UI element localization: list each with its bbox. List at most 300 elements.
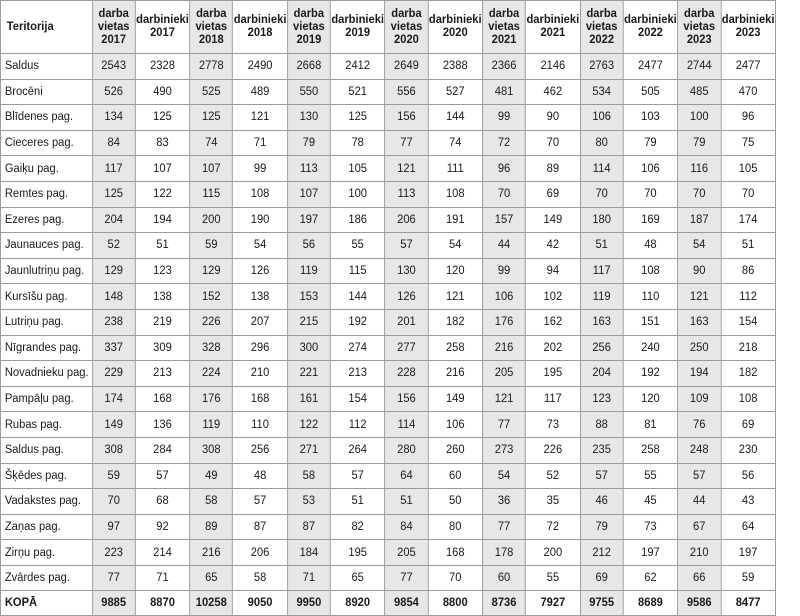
cell-darba-vietas: 256 [580, 335, 623, 361]
cell-darba-vietas: 250 [678, 335, 721, 361]
cell-darba-vietas: 54 [678, 233, 721, 259]
cell-darbinieki: 462 [526, 79, 581, 105]
cell-darbinieki: 527 [428, 79, 483, 105]
column-header-territory [0, 1, 92, 54]
header-line: darbinieki [136, 14, 189, 26]
cell-darba-vietas: 271 [287, 437, 330, 463]
cell-darba-vietas: 57 [678, 463, 721, 489]
cell-darbinieki: 192 [330, 309, 385, 335]
cell-darbinieki: 108 [233, 181, 288, 207]
cell-darbinieki: 168 [135, 386, 190, 412]
cell-darba-vietas: 210 [678, 540, 721, 566]
header-line: 2021 [540, 27, 566, 39]
cell-darba-vietas: 134 [92, 105, 135, 131]
cell-darbinieki: 107 [135, 156, 190, 182]
cell-darbinieki: 219 [135, 309, 190, 335]
cell-darba-vietas: 116 [678, 156, 721, 182]
cell-darba-vietas: 59 [190, 233, 233, 259]
cell-darba-vietas: 221 [287, 361, 330, 387]
cell-darba-vietas: 485 [678, 79, 721, 105]
cell-darba-vietas: 88 [580, 412, 623, 438]
cell-darbinieki: 2412 [330, 54, 385, 80]
cell-darba-vietas: 2668 [287, 54, 330, 80]
header-line: darba [98, 7, 129, 20]
cell-darba-vietas: 121 [483, 386, 526, 412]
header-line: vietas [293, 20, 325, 33]
cell-darba-vietas: 10258 [190, 591, 233, 616]
territory-name: Vadakstes pag. [0, 489, 92, 515]
table-row [0, 386, 775, 412]
cell-darbinieki: 256 [233, 437, 288, 463]
cell-darbinieki: 126 [233, 258, 288, 284]
cell-darbinieki: 296 [233, 335, 288, 361]
cell-darbinieki: 35 [526, 489, 581, 515]
territory-name: Nīgrandes pag. [0, 335, 92, 361]
cell-darba-vietas: 51 [385, 489, 428, 515]
header-row [0, 1, 775, 54]
cell-darbinieki: 105 [721, 156, 776, 182]
cell-darba-vietas: 99 [483, 105, 526, 131]
territory-name: Zirņu pag. [0, 540, 92, 566]
header-line: 2023 [686, 33, 712, 46]
cell-darbinieki: 8870 [135, 591, 190, 616]
cell-darbinieki: 70 [623, 181, 678, 207]
cell-darbinieki: 284 [135, 437, 190, 463]
cell-darba-vietas: 79 [678, 130, 721, 156]
cell-darba-vietas: 84 [385, 514, 428, 540]
cell-darba-vietas: 534 [580, 79, 623, 105]
cell-darba-vietas: 9586 [678, 591, 721, 616]
table-row [0, 361, 775, 387]
cell-darba-vietas: 109 [678, 386, 721, 412]
cell-darba-vietas: 206 [385, 207, 428, 233]
cell-darbinieki: 260 [428, 437, 483, 463]
cell-darba-vietas: 197 [287, 207, 330, 233]
cell-darbinieki: 71 [135, 565, 190, 591]
cell-darbinieki: 54 [428, 233, 483, 259]
cell-darba-vietas: 201 [385, 309, 428, 335]
cell-darbinieki: 96 [721, 105, 776, 131]
cell-darba-vietas: 187 [678, 207, 721, 233]
table-row [0, 233, 775, 259]
cell-darba-vietas: 77 [385, 130, 428, 156]
cell-darbinieki: 8477 [721, 591, 776, 616]
table-row [0, 284, 775, 310]
header-line: 2018 [198, 33, 224, 46]
table-row [0, 156, 775, 182]
cell-darbinieki: 186 [330, 207, 385, 233]
cell-darbinieki: 106 [428, 412, 483, 438]
column-header-darba-vietas [190, 1, 233, 54]
header-line: 2022 [638, 27, 663, 39]
cell-darba-vietas: 550 [287, 79, 330, 105]
cell-darba-vietas: 44 [678, 489, 721, 515]
cell-darbinieki: 102 [526, 284, 581, 310]
cell-darba-vietas: 205 [483, 361, 526, 387]
cell-darbinieki: 138 [135, 284, 190, 310]
cell-darbinieki: 42 [526, 233, 581, 259]
cell-darba-vietas: 57 [385, 233, 428, 259]
header-line: vietas [195, 20, 228, 33]
cell-darba-vietas: 65 [190, 565, 233, 591]
cell-darbinieki: 73 [623, 514, 678, 540]
cell-darbinieki: 58 [233, 565, 288, 591]
cell-darba-vietas: 228 [385, 361, 428, 387]
cell-darbinieki: 258 [428, 335, 483, 361]
cell-darba-vietas: 229 [92, 361, 135, 387]
column-header-darba-vietas [483, 1, 526, 54]
table-row [0, 489, 775, 515]
cell-darbinieki: 73 [526, 412, 581, 438]
cell-darbinieki: 8920 [330, 591, 385, 616]
cell-darbinieki: 197 [721, 540, 776, 566]
column-header-darbinieki [526, 1, 581, 54]
territory-name: Saldus pag. [0, 437, 92, 463]
cell-darba-vietas: 130 [385, 258, 428, 284]
cell-darba-vietas: 125 [92, 181, 135, 207]
cell-darba-vietas: 77 [483, 412, 526, 438]
cell-darba-vietas: 556 [385, 79, 428, 105]
cell-darba-vietas: 308 [190, 437, 233, 463]
table-row [0, 565, 775, 591]
cell-darbinieki: 64 [721, 514, 776, 540]
table-row [0, 463, 775, 489]
cell-darbinieki: 125 [135, 105, 190, 131]
cell-darba-vietas: 280 [385, 437, 428, 463]
cell-darba-vietas: 51 [580, 233, 623, 259]
column-header-darba-vietas [580, 1, 623, 54]
cell-darbinieki: 110 [233, 412, 288, 438]
cell-darbinieki: 92 [135, 514, 190, 540]
header-line: darbinieki [331, 14, 385, 26]
cell-darba-vietas: 328 [190, 335, 233, 361]
header-line: vietas [97, 20, 130, 33]
cell-darba-vietas: 2744 [678, 54, 721, 80]
cell-darbinieki: 48 [623, 233, 678, 259]
cell-darba-vietas: 115 [190, 181, 233, 207]
cell-darba-vietas: 125 [190, 105, 233, 131]
cell-darbinieki: 59 [721, 565, 776, 591]
column-header-darba-vietas [287, 1, 330, 54]
cell-darbinieki: 51 [721, 233, 776, 259]
cell-darba-vietas: 129 [92, 258, 135, 284]
cell-darba-vietas: 300 [287, 335, 330, 361]
header-line: darba [196, 7, 227, 20]
cell-darbinieki: 2477 [721, 54, 776, 80]
header-line: darbinieki [526, 14, 580, 26]
cell-darba-vietas: 156 [385, 386, 428, 412]
cell-darbinieki: 111 [428, 156, 483, 182]
cell-darbinieki: 51 [135, 233, 190, 259]
cell-darbinieki: 112 [330, 412, 385, 438]
cell-darba-vietas: 70 [483, 181, 526, 207]
cell-darba-vietas: 163 [678, 309, 721, 335]
cell-darbinieki: 74 [428, 130, 483, 156]
cell-darbinieki: 115 [330, 258, 385, 284]
territory-name: Jaunlutriņu pag. [0, 258, 92, 284]
total-row [0, 591, 775, 616]
cell-darba-vietas: 113 [287, 156, 330, 182]
cell-darba-vietas: 153 [287, 284, 330, 310]
cell-darba-vietas: 156 [385, 105, 428, 131]
cell-darbinieki: 214 [135, 540, 190, 566]
cell-darba-vietas: 2763 [580, 54, 623, 80]
header-line: 2017 [150, 27, 175, 39]
cell-darbinieki: 70 [721, 181, 776, 207]
cell-darbinieki: 174 [721, 207, 776, 233]
cell-darba-vietas: 99 [483, 258, 526, 284]
territory-name: Zaņas pag. [0, 514, 92, 540]
header-line: darba [488, 7, 520, 20]
cell-darbinieki: 182 [721, 361, 776, 387]
cell-darbinieki: 108 [721, 386, 776, 412]
cell-darbinieki: 81 [623, 412, 678, 438]
cell-darba-vietas: 126 [385, 284, 428, 310]
cell-darbinieki: 169 [623, 207, 678, 233]
cell-darbinieki: 56 [721, 463, 776, 489]
cell-darbinieki: 54 [233, 233, 288, 259]
header-line: darbinieki [721, 14, 775, 26]
cell-darbinieki: 125 [330, 105, 385, 131]
territory-name: Kursīšu pag. [0, 284, 92, 310]
header-line: 2020 [394, 33, 419, 46]
cell-darbinieki: 108 [428, 181, 483, 207]
cell-darbinieki: 117 [526, 386, 581, 412]
column-header-darbinieki [721, 1, 776, 54]
cell-darba-vietas: 2366 [483, 54, 526, 80]
header-line: darbinieki [428, 14, 482, 26]
header-line: Teritorija [6, 20, 54, 33]
table-row [0, 79, 775, 105]
cell-darba-vietas: 44 [483, 233, 526, 259]
table-row [0, 540, 775, 566]
table-row [0, 514, 775, 540]
cell-darba-vietas: 67 [678, 514, 721, 540]
cell-darba-vietas: 180 [580, 207, 623, 233]
territory-name: Ezeres pag. [0, 207, 92, 233]
cell-darbinieki: 51 [330, 489, 385, 515]
table-row [0, 54, 775, 80]
cell-darbinieki: 57 [330, 463, 385, 489]
cell-darbinieki: 144 [330, 284, 385, 310]
cell-darba-vietas: 114 [580, 156, 623, 182]
cell-darba-vietas: 79 [580, 514, 623, 540]
header-line: 2022 [589, 33, 615, 46]
cell-darba-vietas: 77 [385, 565, 428, 591]
cell-darba-vietas: 36 [483, 489, 526, 515]
table-row [0, 105, 775, 131]
column-header-darba-vietas [678, 1, 721, 54]
cell-darbinieki: 123 [135, 258, 190, 284]
cell-darbinieki: 65 [330, 565, 385, 591]
cell-darba-vietas: 56 [287, 233, 330, 259]
cell-darba-vietas: 129 [190, 258, 233, 284]
cell-darbinieki: 151 [623, 309, 678, 335]
cell-darba-vietas: 53 [287, 489, 330, 515]
cell-darba-vietas: 122 [287, 412, 330, 438]
cell-darbinieki: 168 [428, 540, 483, 566]
header-line: 2018 [247, 27, 273, 39]
cell-darba-vietas: 70 [580, 181, 623, 207]
cell-darba-vietas: 97 [92, 514, 135, 540]
cell-darbinieki: 8800 [428, 591, 483, 616]
cell-darbinieki: 274 [330, 335, 385, 361]
cell-darba-vietas: 46 [580, 489, 623, 515]
cell-darbinieki: 144 [428, 105, 483, 131]
cell-darba-vietas: 59 [92, 463, 135, 489]
header-line: 2021 [491, 33, 517, 46]
territory-name: Jaunauces pag. [0, 233, 92, 259]
cell-darbinieki: 122 [135, 181, 190, 207]
cell-darbinieki: 43 [721, 489, 776, 515]
header-line: darba [586, 7, 617, 20]
cell-darba-vietas: 119 [190, 412, 233, 438]
cell-darbinieki: 60 [428, 463, 483, 489]
cell-darba-vietas: 60 [483, 565, 526, 591]
cell-darbinieki: 120 [623, 386, 678, 412]
cell-darbinieki: 149 [526, 207, 581, 233]
cell-darbinieki: 505 [623, 79, 678, 105]
cell-darba-vietas: 273 [483, 437, 526, 463]
cell-darba-vietas: 224 [190, 361, 233, 387]
cell-darba-vietas: 90 [678, 258, 721, 284]
cell-darbinieki: 213 [330, 361, 385, 387]
cell-darba-vietas: 215 [287, 309, 330, 335]
cell-darbinieki: 79 [623, 130, 678, 156]
cell-darba-vietas: 106 [580, 105, 623, 131]
cell-darbinieki: 68 [135, 489, 190, 515]
cell-darba-vietas: 130 [287, 105, 330, 131]
cell-darbinieki: 194 [135, 207, 190, 233]
cell-darbinieki: 86 [721, 258, 776, 284]
cell-darbinieki: 78 [330, 130, 385, 156]
cell-darba-vietas: 2649 [385, 54, 428, 80]
cell-darba-vietas: 8736 [483, 591, 526, 616]
cell-darbinieki: 2328 [135, 54, 190, 80]
cell-darba-vietas: 100 [678, 105, 721, 131]
territory-name: Blīdenes pag. [0, 105, 92, 131]
cell-darbinieki: 206 [233, 540, 288, 566]
column-header-darbinieki [233, 1, 288, 54]
cell-darba-vietas: 9755 [580, 591, 623, 616]
cell-darba-vietas: 178 [483, 540, 526, 566]
cell-darbinieki: 9050 [233, 591, 288, 616]
table-row [0, 258, 775, 284]
territory-name: Brocēni [0, 79, 92, 105]
cell-darba-vietas: 80 [580, 130, 623, 156]
cell-darba-vietas: 114 [385, 412, 428, 438]
header-line: vietas [488, 20, 520, 33]
cell-darba-vietas: 2543 [92, 54, 135, 80]
cell-darbinieki: 80 [428, 514, 483, 540]
cell-darba-vietas: 235 [580, 437, 623, 463]
cell-darbinieki: 45 [623, 489, 678, 515]
cell-darbinieki: 197 [623, 540, 678, 566]
cell-darba-vietas: 308 [92, 437, 135, 463]
cell-darbinieki: 55 [623, 463, 678, 489]
cell-darbinieki: 218 [721, 335, 776, 361]
cell-darba-vietas: 72 [483, 130, 526, 156]
cell-darbinieki: 106 [623, 156, 678, 182]
header-line: 2020 [442, 27, 468, 39]
table-body [0, 54, 775, 616]
cell-darbinieki: 70 [526, 130, 581, 156]
cell-darbinieki: 2146 [526, 54, 581, 80]
table-row [0, 335, 775, 361]
cell-darbinieki: 87 [233, 514, 288, 540]
cell-darbinieki: 62 [623, 565, 678, 591]
cell-darba-vietas: 77 [483, 514, 526, 540]
cell-darbinieki: 121 [233, 105, 288, 131]
cell-darba-vietas: 117 [92, 156, 135, 182]
header-line: darba [293, 7, 325, 20]
cell-darba-vietas: 337 [92, 335, 135, 361]
cell-darba-vietas: 76 [678, 412, 721, 438]
cell-darba-vietas: 119 [287, 258, 330, 284]
cell-darba-vietas: 52 [92, 233, 135, 259]
cell-darba-vietas: 216 [483, 335, 526, 361]
cell-darba-vietas: 107 [190, 156, 233, 182]
territory-name: Rubas pag. [0, 412, 92, 438]
cell-darbinieki: 200 [526, 540, 581, 566]
cell-darba-vietas: 71 [287, 565, 330, 591]
cell-darba-vietas: 481 [483, 79, 526, 105]
cell-darbinieki: 309 [135, 335, 190, 361]
territory-name: Novadnieku pag. [0, 361, 92, 387]
cell-darba-vietas: 57 [580, 463, 623, 489]
cell-darba-vietas: 49 [190, 463, 233, 489]
cell-darbinieki: 490 [135, 79, 190, 105]
cell-darba-vietas: 157 [483, 207, 526, 233]
column-header-darba-vietas [92, 1, 135, 54]
header-line: 2019 [296, 33, 322, 46]
cell-darba-vietas: 58 [190, 489, 233, 515]
cell-darba-vietas: 277 [385, 335, 428, 361]
cell-darba-vietas: 70 [678, 181, 721, 207]
cell-darbinieki: 216 [428, 361, 483, 387]
cell-darbinieki: 72 [526, 514, 581, 540]
column-header-darbinieki [330, 1, 385, 54]
cell-darba-vietas: 121 [385, 156, 428, 182]
cell-darbinieki: 69 [721, 412, 776, 438]
cell-darbinieki: 168 [233, 386, 288, 412]
table-row [0, 130, 775, 156]
cell-darbinieki: 7927 [526, 591, 581, 616]
cell-darbinieki: 120 [428, 258, 483, 284]
cell-darbinieki: 264 [330, 437, 385, 463]
cell-darbinieki: 154 [721, 309, 776, 335]
cell-darbinieki: 110 [623, 284, 678, 310]
column-header-darbinieki [428, 1, 483, 54]
table-row [0, 412, 775, 438]
cell-darba-vietas: 161 [287, 386, 330, 412]
cell-darbinieki: 149 [428, 386, 483, 412]
cell-darba-vietas: 66 [678, 565, 721, 591]
table-row [0, 181, 775, 207]
cell-darba-vietas: 87 [287, 514, 330, 540]
header-line: vietas [585, 20, 618, 33]
cell-darbinieki: 195 [526, 361, 581, 387]
cell-darbinieki: 162 [526, 309, 581, 335]
cell-darbinieki: 55 [526, 565, 581, 591]
cell-darba-vietas: 9885 [92, 591, 135, 616]
cell-darba-vietas: 70 [92, 489, 135, 515]
header-line: 2019 [345, 27, 371, 39]
cell-darba-vietas: 226 [190, 309, 233, 335]
cell-darbinieki: 55 [330, 233, 385, 259]
cell-darbinieki: 226 [526, 437, 581, 463]
cell-darba-vietas: 74 [190, 130, 233, 156]
